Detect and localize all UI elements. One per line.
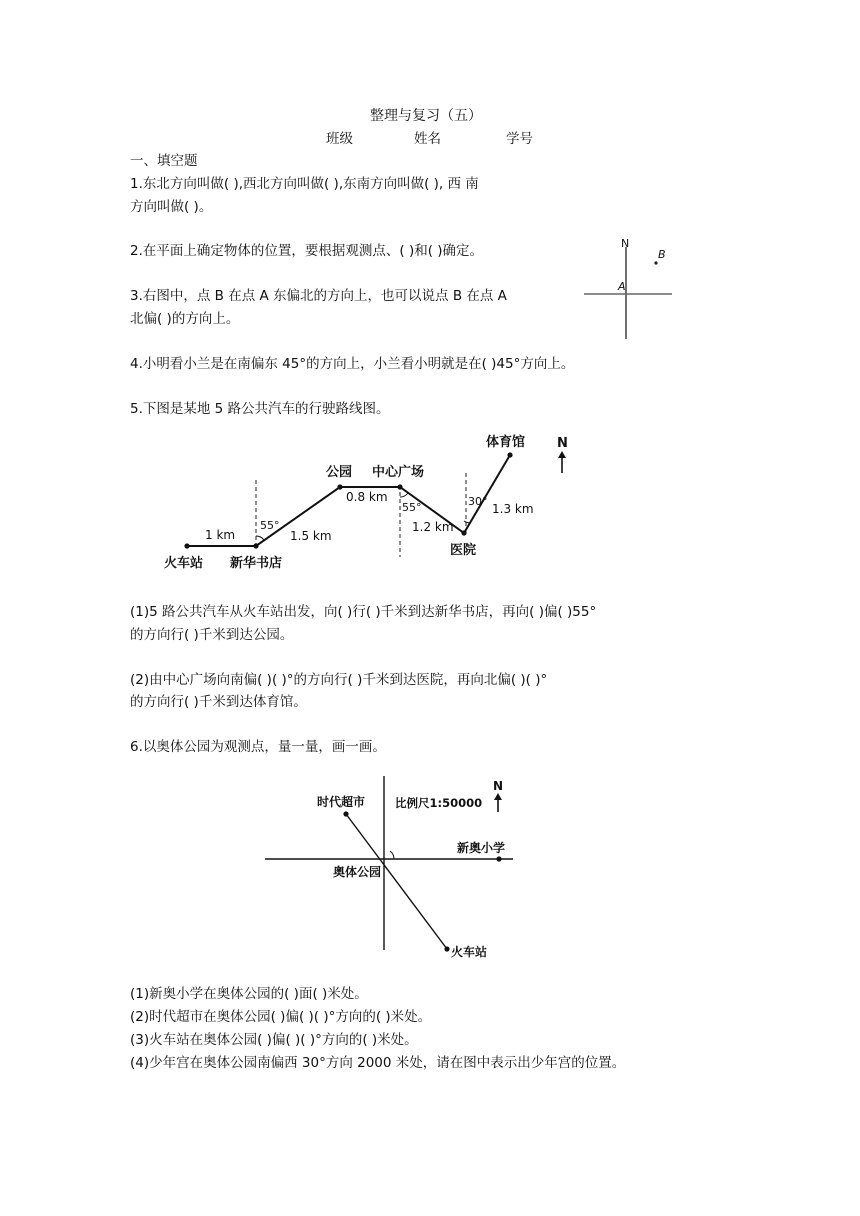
scale-label: 比例尺1:50000 xyxy=(395,796,483,810)
question-6-sub-1: (1)新奥小学在奥体公园的( )面( )米处。 xyxy=(130,986,368,1002)
class-label: 班级 xyxy=(326,131,353,147)
school-label: 新奥小学 xyxy=(457,841,506,855)
station-dot-hospital xyxy=(461,530,466,535)
distance-5: 1.3 km xyxy=(492,502,534,516)
station-dot xyxy=(444,946,449,951)
question-5-intro: 5.下图是某地 5 路公共汽车的行驶路线图。 xyxy=(130,401,390,417)
question-1-line-1: 1.东北方向叫做( ),西北方向叫做( ),东南方向叫做( ), 西 南 xyxy=(130,176,479,192)
direction-line xyxy=(346,814,447,949)
angle-arc xyxy=(390,851,394,859)
station-bookstore: 新华书店 xyxy=(230,556,283,571)
student-number-label: 学号 xyxy=(506,131,533,147)
point-a-label: A xyxy=(618,280,626,293)
supermarket-label: 时代超市 xyxy=(317,795,366,809)
station-train: 火车站 xyxy=(164,556,204,571)
question-6-sub-4: (4)少年宫在奥体公园南偏西 30°方向 2000 米处，请在图中表示出少年宫的位置。 xyxy=(130,1055,626,1071)
question-5-sub-1-line-1: (1)5 路公共汽车从火车站出发，向( )行( )千米到达新华书店，再向( )偏( )55° xyxy=(130,604,597,620)
question-6-intro: 6.以奥体公园为观测点，量一量，画一画。 xyxy=(130,739,386,755)
question-1-line-2: 方向叫做( )。 xyxy=(130,199,213,215)
station-dot-park xyxy=(337,484,342,489)
angle-label-square: 55° xyxy=(402,501,422,514)
page-title: 整理与复习（五） xyxy=(370,108,482,124)
supermarket-dot xyxy=(343,811,348,816)
angle-arc-square xyxy=(400,493,408,497)
angle-label-hospital: 30° xyxy=(468,495,488,508)
north-label: N xyxy=(493,779,504,793)
station-dot-train xyxy=(184,543,189,548)
bus-route-map xyxy=(150,425,590,575)
distance-1: 1 km xyxy=(205,528,236,542)
question-6-sub-3: (3)火车站在奥体公园( )偏( )( )°方向的( )米处。 xyxy=(130,1032,418,1048)
station-hospital: 医院 xyxy=(450,543,477,558)
north-arrowhead-icon xyxy=(558,451,566,458)
station-stadium: 体育馆 xyxy=(486,435,526,450)
question-6-sub-2: (2)时代超市在奥体公园( )偏( )( )°方向的( )米处。 xyxy=(130,1009,432,1025)
question-5-sub-2-line-2: 的方向行( )千米到达体育馆。 xyxy=(130,694,307,710)
distance-3: 0.8 km xyxy=(346,490,388,504)
station-dot-stadium xyxy=(507,452,512,457)
north-arrowhead-icon xyxy=(494,793,502,800)
point-b-label: B xyxy=(658,248,666,261)
north-label: N xyxy=(557,436,568,451)
school-dot xyxy=(496,856,501,861)
point-b xyxy=(654,261,657,264)
station-dot-square xyxy=(397,484,402,489)
question-2: 2.在平面上确定物体的位置，要根据观测点、( )和( )确定。 xyxy=(130,243,484,259)
station-park: 公园 xyxy=(326,465,353,480)
question-5-sub-2-line-1: (2)由中心广场向南偏( )( )°的方向行( )千米到达医院，再向北偏( )( )° xyxy=(130,672,548,688)
station-dot-bookstore xyxy=(253,543,258,548)
north-label: N xyxy=(621,237,630,250)
distance-2: 1.5 km xyxy=(290,529,332,543)
angle-arc-bookstore xyxy=(256,536,264,540)
name-label: 姓名 xyxy=(414,131,441,147)
question-3-line-1: 3.右图中，点 B 在点 A 东偏北的方向上，也可以说点 B 在点 A xyxy=(130,288,507,304)
station-square: 中心广场 xyxy=(372,465,425,480)
section-heading: 一、填空题 xyxy=(130,153,198,169)
question-3-line-2: 北偏( )的方向上。 xyxy=(130,311,240,327)
angle-label-bookstore: 55° xyxy=(260,519,280,532)
question-4: 4.小明看小兰是在南偏东 45°的方向上，小兰看小明就是在( )45°方向上。 xyxy=(130,356,575,372)
question-3-diagram xyxy=(578,235,678,345)
center-label: 奥体公园 xyxy=(333,865,382,879)
distance-4: 1.2 km xyxy=(412,520,454,534)
olympic-park-map xyxy=(255,770,530,970)
question-5-sub-1-line-2: 的方向行( )千米到达公园。 xyxy=(130,627,294,643)
station-label: 火车站 xyxy=(451,945,488,959)
angle-arc-hospital xyxy=(464,521,470,523)
